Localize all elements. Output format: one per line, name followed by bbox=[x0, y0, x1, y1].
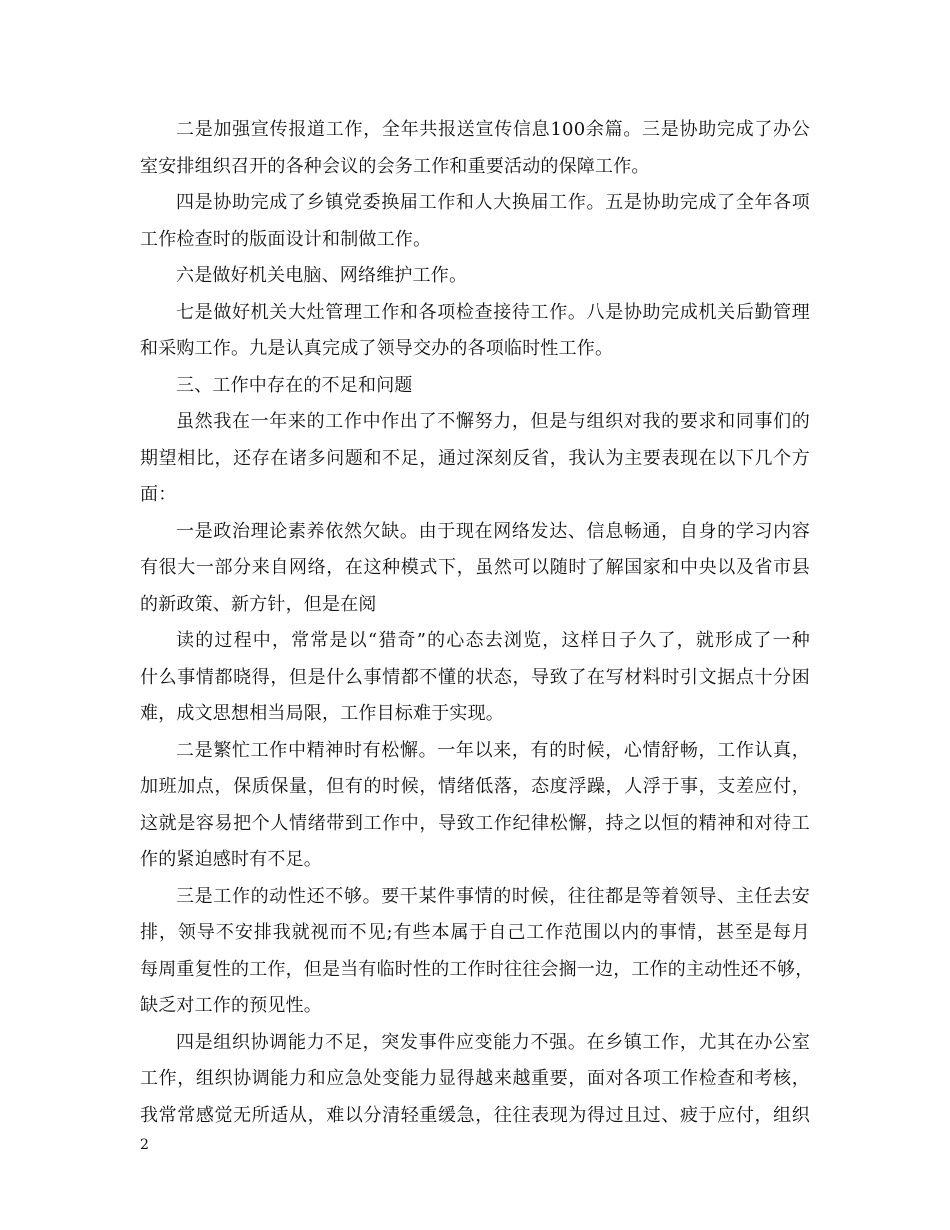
text-line: 这就是容易把个人情绪带到工作中，导致工作纪律松懈，持之以恒的精神和对待工 bbox=[140, 812, 810, 834]
text-line: 工作，组织协调能力和应急处变能力显得越来越重要，面对各项工作检查和考核， bbox=[140, 1068, 810, 1089]
text-line: 四是组织协调能力不足，突发事件应变能力不强。在乡镇工作，尤其在办公室 bbox=[176, 1031, 810, 1053]
text-line: 二是加强宣传报道工作，全年共报送宣传信息100余篇。三是协助完成了办公 bbox=[176, 119, 810, 140]
text-line: 工作检查时的版面设计和制做工作。 bbox=[140, 228, 432, 250]
text-line: 我常常感觉无所适从，难以分清轻重缓急，往往表现为得过且过、疲于应付，组织 bbox=[140, 1104, 810, 1126]
document-body bbox=[140, 112, 814, 1134]
text-line: 三、工作中存在的不足和问题 bbox=[176, 374, 413, 396]
text-line: 二是繁忙工作中精神时有松懈。一年以来，有的时候，心情舒畅，工作认真， bbox=[176, 739, 810, 761]
text-line: 一是政治理论素养依然欠缺。由于现在网络发达、信息畅通，自身的学习内容 bbox=[176, 520, 810, 542]
text-line: 的新政策、新方针，但是在阅 bbox=[140, 593, 377, 615]
text-line: 面： bbox=[140, 484, 177, 505]
text-line: 和采购工作。九是认真完成了领导交办的各项临时性工作。 bbox=[140, 338, 614, 359]
page-number: 2 bbox=[140, 1137, 149, 1153]
text-line: 六是做好机关电脑、网络维护工作。 bbox=[176, 265, 468, 286]
text-line: 期望相比，还存在诸多问题和不足，通过深刻反省，我认为主要表现在以下几个方 bbox=[140, 447, 810, 469]
text-line: 四是协助完成了乡镇党委换届工作和人大换届工作。五是协助完成了全年各项 bbox=[176, 192, 810, 213]
text-line: 难，成文思想相当局限，工作目标难于实现。 bbox=[140, 703, 504, 724]
text-line: 缺乏对工作的预见性。 bbox=[140, 995, 322, 1016]
text-line: 读的过程中，常常是以“猎奇”的心态去浏览，这样日子久了，就形成了一种 bbox=[176, 630, 810, 651]
text-line: 什么事情都晓得，但是什么事情都不懂的状态，导致了在写材料时引文据点十分困 bbox=[140, 666, 810, 688]
text-line: 有很大一部分来自网络，在这种模式下，虽然可以随时了解国家和中央以及省市县 bbox=[140, 557, 810, 578]
text-line: 每周重复性的工作，但是当有临时性的工作时往往会搁一边，工作的主动性还不够， bbox=[140, 958, 814, 980]
text-line: 作的紧迫感时有不足。 bbox=[140, 849, 322, 870]
text-line: 虽然我在一年来的工作中作出了不懈努力，但是与组织对我的要求和同事们的 bbox=[176, 411, 810, 432]
text-line: 加班加点，保质保量，但有的时候，情绪低落，态度浮躁，人浮于事，支差应付， bbox=[140, 776, 810, 797]
text-line: 三是工作的动性还不够。要干某件事情的时候，往往都是等着领导、主任去安 bbox=[176, 885, 810, 907]
text-line: 七是做好机关大灶管理工作和各项检查接待工作。八是协助完成机关后勤管理 bbox=[176, 301, 810, 323]
text-line: 室安排组织召开的各种会议的会务工作和重要活动的保障工作。 bbox=[140, 155, 650, 177]
text-line: 排，领导不安排我就视而不见;有些本属于自己工作范围以内的事情，甚至是每月 bbox=[140, 922, 810, 943]
